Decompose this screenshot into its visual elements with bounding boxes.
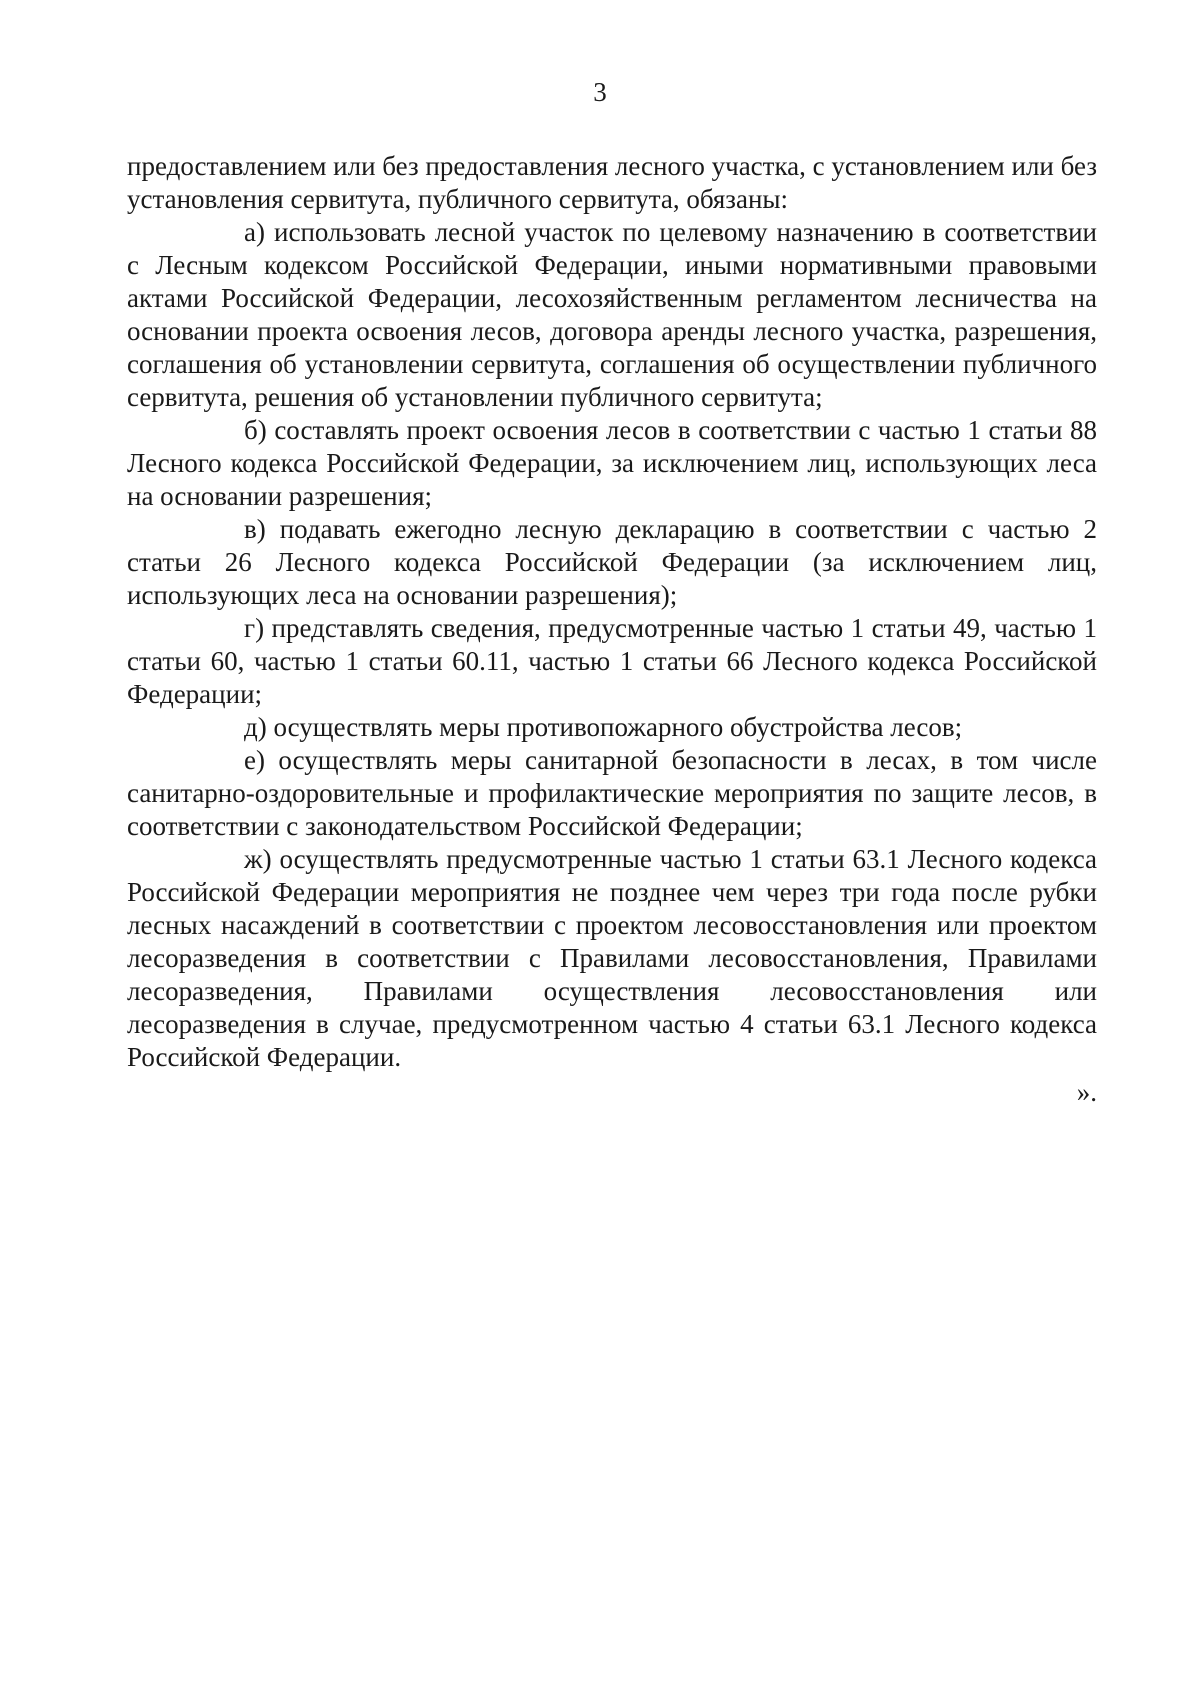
closing-quote-mark: ». [1076, 1077, 1097, 1107]
paragraph-item-zh: ж) осуществлять предусмотренные частью 1 статьи 63.1 Лесного кодекса Российской Федерации мероприятия не позднее чем через три года после рубки лесных насаждений в соответствии с проектом лесовосстановления или проектом лесоразведения в соответствии с Правилами лесовосстановления, Правилами лесоразведения, Правилами осуществления лесовосстановления или лесоразведения в случае, предусмотренном частью 4 статьи 63.1 Лесного кодекса Российской Федерации. [127, 844, 1097, 1072]
paragraph-item-d: д) осуществлять меры противопожарного обустройства лесов; [244, 712, 963, 742]
paragraph-item-v: в) подавать ежегодно лесную декларацию в соответствии с частью 2 статьи 26 Лесного кодекса Российской Федерации (за исключением лиц, использующих леса на основании разрешения); [127, 514, 1097, 610]
paragraph-item-g: г) представлять сведения, предусмотренные частью 1 статьи 49, частью 1 статьи 60, частью 1 статьи 60.11, частью 1 статьи 66 Лесного кодекса Российской Федерации; [127, 613, 1097, 709]
paragraph-item-a: а) использовать лесной участок по целевому назначению в соответствии с Лесным кодексом Российской Федерации, иными нормативными правовыми актами Российской Федерации, лесохозяйственным регламентом лесничества на основании проекта освоения лесов, договора аренды лесного участка, разрешения, соглашения об установлении сервитута, соглашения об осуществлении публичного сервитута, решения об установлении публичного сервитута; [127, 217, 1097, 412]
document-body [127, 150, 1097, 1109]
paragraph-continuation: предоставлением или без предоставления лесного участка, с установлением или без установления сервитута, публичного сервитута, обязаны: [127, 151, 1097, 214]
paragraph-item-b: б) составлять проект освоения лесов в соответствии с частью 1 статьи 88 Лесного кодекса Российской Федерации, за исключением лиц, использующих леса на основании разрешения; [127, 415, 1097, 511]
page-number: 3 [593, 77, 607, 107]
paragraph-item-e: е) осуществлять меры санитарной безопасности в лесах, в том числе санитарно-оздоровительные и профилактические мероприятия по защите лесов, в соответствии с законодательством Российской Федерации; [127, 745, 1097, 841]
